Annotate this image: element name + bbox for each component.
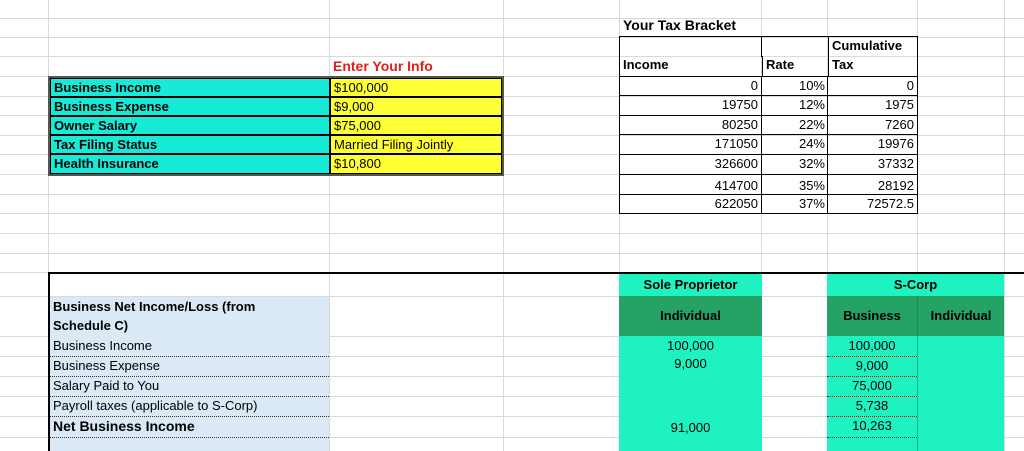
scorp-business-value-business-expense: 9,000 [827,357,917,377]
bracket-col-income: Income [623,57,669,72]
scorp-business-value-business-income: 100,000 [827,337,917,357]
sole-individual-header: Individual [619,296,762,336]
info-heading: Enter Your Info [333,58,433,74]
bracket-income-0: 0 [620,77,761,96]
comparison-label-salary-paid: Salary Paid to You [50,377,329,397]
comparison-label-business-income: Business Income [50,337,329,357]
bracket-cum-2: 7260 [827,116,917,135]
info-label-health-insurance: Health Insurance [50,154,330,174]
bracket-rate-3: 24% [761,135,828,155]
info-value-business-expense[interactable]: $9,000 [330,97,502,116]
info-label-owner-salary: Owner Salary [50,116,330,135]
bracket-rate-0: 10% [761,77,828,96]
bracket-rate-divider-top [761,37,762,57]
scorp-business-header: Business [827,296,917,336]
comparison-label-net-business-income: Net Business Income [50,417,329,438]
scorp-business-value-payroll-taxes: 5,738 [827,397,917,417]
bracket-income-5: 414700 [620,175,761,195]
bracket-rate-4: 32% [761,155,828,175]
bracket-cum-4: 37332 [827,155,917,175]
bracket-rate-1: 12% [761,96,828,116]
bracket-income-2: 80250 [620,116,761,135]
bracket-cum-6: 72572.5 [827,195,917,213]
comparison-label-payroll-taxes: Payroll taxes (applicable to S-Corp) [50,397,329,417]
info-value-health-insurance[interactable]: $10,800 [330,154,502,174]
comparison-section-title-2: Schedule C) [53,318,129,333]
sole-proprietor-header: Sole Proprietor [643,277,738,292]
sole-value-payroll-taxes [619,397,762,417]
bracket-cum-5: 28192 [827,175,917,195]
sole-value-net-business-income: 91,000 [670,420,711,435]
scorp-business-value-salary-paid: 75,000 [827,377,917,397]
info-label-business-expense: Business Expense [50,97,330,116]
comparison-section-title-1: Business Net Income/Loss (from [53,299,256,314]
bracket-title: Your Tax Bracket [623,17,737,33]
scorp-header: S-Corp [893,277,938,292]
sole-value-business-income: 100,000 [667,338,714,353]
bracket-cum-1: 1975 [827,96,917,116]
sole-value-business-expense: 9,000 [674,356,707,371]
info-value-business-income[interactable]: $100,000 [330,78,502,97]
info-value-owner-salary[interactable]: $75,000 [330,116,502,135]
bracket-col-cumulative: Cumulative [828,37,917,57]
bracket-rate-5: 35% [761,175,828,195]
bracket-cum-3: 19976 [827,135,917,155]
bracket-cum-0: 0 [827,77,917,96]
info-label-business-income: Business Income [50,78,330,97]
scorp-individual-header: Individual [917,296,1004,336]
scorp-business-value-net-business-income: 10,263 [827,417,917,438]
bracket-income-6: 622050 [714,196,758,211]
bracket-rate-2: 22% [761,116,828,135]
bracket-income-3: 171050 [620,135,761,155]
sole-value-salary-paid [619,377,762,397]
bracket-col-rate: Rate [762,56,827,76]
bracket-income-1: 19750 [620,96,761,116]
comparison-label-business-expense: Business Expense [50,357,329,377]
info-label-tax-filing-status: Tax Filing Status [50,135,330,154]
bracket-rate-6: 37% [761,195,828,213]
info-value-tax-filing-status[interactable]: Married Filing Jointly [330,135,502,154]
bracket-col-tax: Tax [828,56,917,76]
scorp-individual-divider [917,336,918,451]
bracket-income-4: 326600 [620,155,761,175]
